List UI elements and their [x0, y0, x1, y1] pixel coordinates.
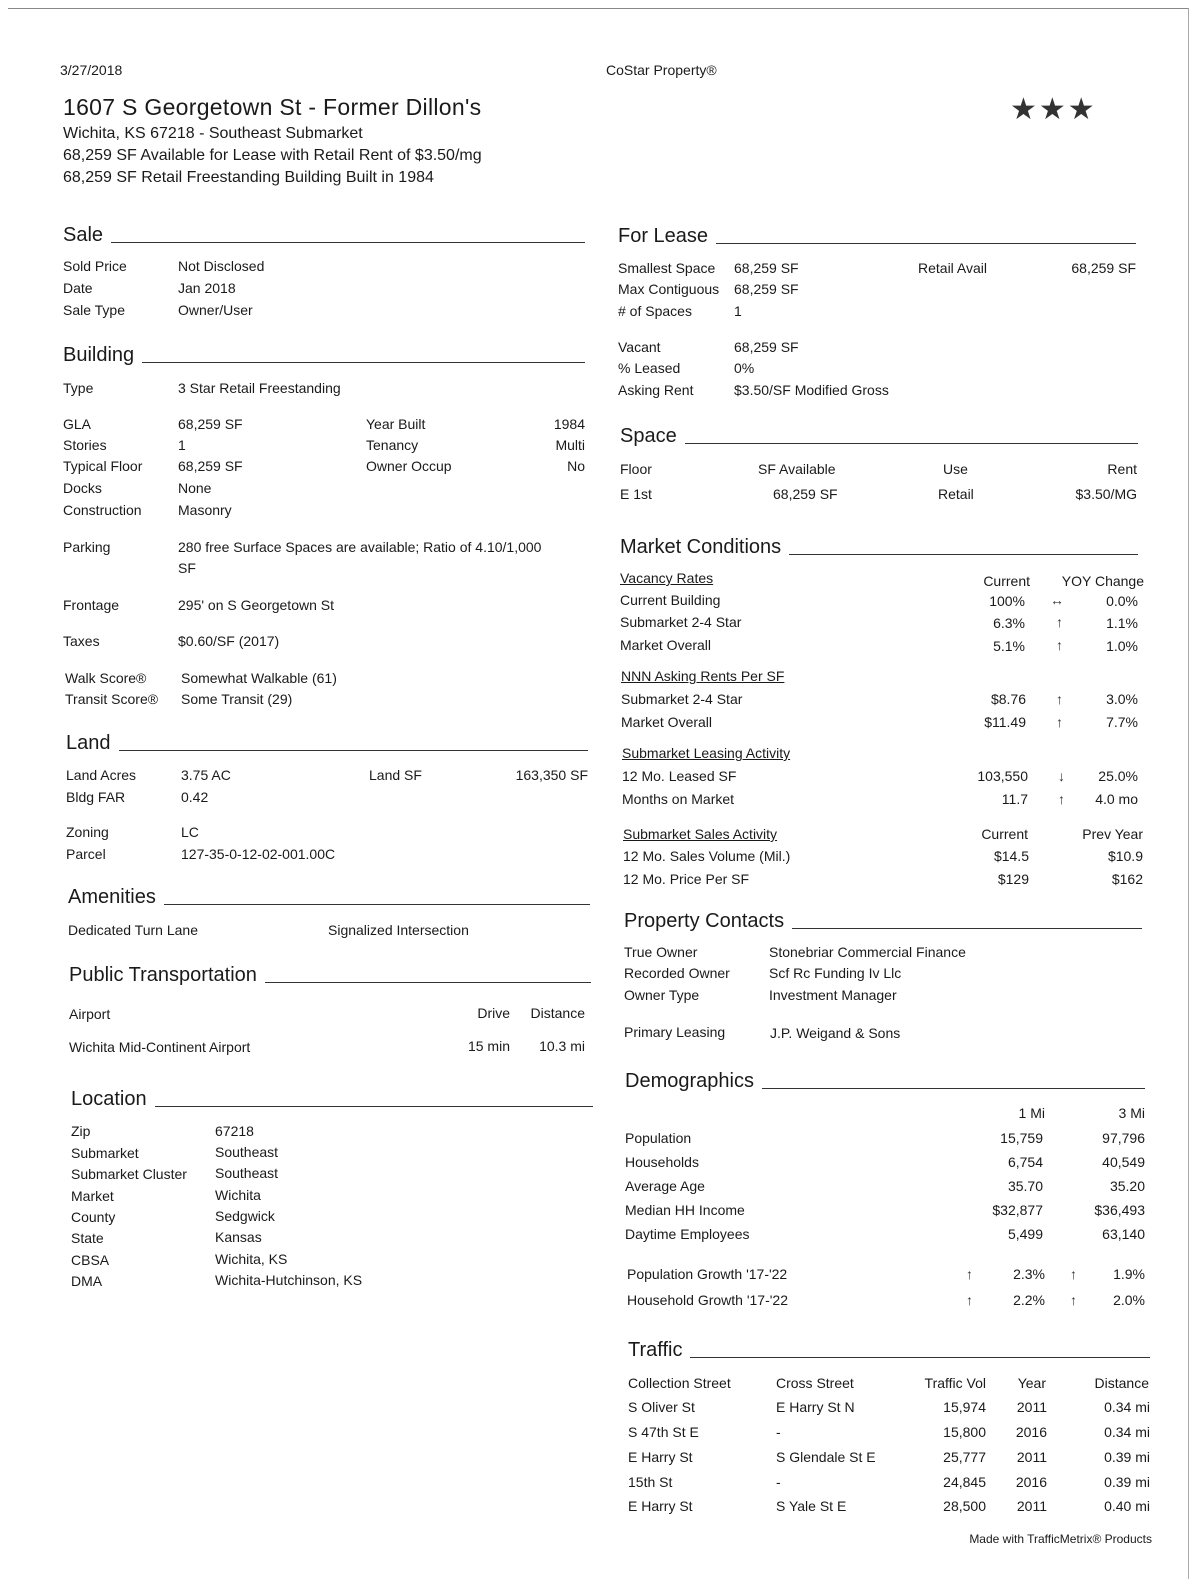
- vacancy-row-change: 1.1%: [1106, 615, 1138, 631]
- space-sf: 68,259 SF: [773, 486, 838, 502]
- land-sf-label: Land SF: [369, 767, 422, 783]
- app-name: CoStar Property®: [606, 62, 717, 78]
- traffic-row-vol: 15,800: [943, 1424, 986, 1440]
- traffic-row-cross: S Glendale St E: [776, 1449, 876, 1465]
- stories-label: Stories: [63, 437, 107, 453]
- traffic-row-distance: 0.34 mi: [1104, 1424, 1150, 1440]
- primary-leasing-value: J.P. Weigand & Sons: [770, 1025, 901, 1041]
- demo-row-1mi: $32,877: [992, 1202, 1043, 1218]
- location-label: Zip: [71, 1123, 91, 1139]
- traffic-footer: Made with TrafficMetrix® Products: [969, 1532, 1152, 1546]
- section-title: Land: [66, 732, 111, 754]
- demo-row-label: Daytime Employees: [625, 1226, 750, 1242]
- growth-row-3mi: 1.9%: [1113, 1266, 1145, 1282]
- building-type-label: Type: [63, 380, 94, 396]
- demo-row-label: Households: [625, 1154, 699, 1170]
- demo-row-label: Median HH Income: [625, 1202, 745, 1218]
- frontage-value: 295' on S Georgetown St: [178, 597, 334, 613]
- parcel-value: 127-35-0-12-02-001.00C: [181, 846, 336, 862]
- market-header-current: Current: [983, 573, 1030, 589]
- bldg-far-value: 0.42: [181, 789, 209, 805]
- section-title: Property Contacts: [624, 910, 785, 932]
- up-arrow-icon: ↑: [966, 1292, 973, 1308]
- section-title: Building: [63, 344, 135, 366]
- amenity-item: Signalized Intersection: [328, 922, 469, 938]
- section-title: Market Conditions: [620, 536, 782, 558]
- traffic-row-vol: 28,500: [943, 1498, 986, 1514]
- transport-header-drive: Drive: [477, 1005, 510, 1021]
- space-header-use: Use: [943, 461, 968, 477]
- parking-value: 280 free Surface Spaces are available; Ratio of 4.10/1,000: [178, 539, 542, 555]
- leasing-activity-title: Submarket Leasing Activity: [622, 745, 791, 761]
- traffic-row-year: 2011: [1016, 1498, 1047, 1514]
- traffic-row-vol: 15,974: [943, 1399, 986, 1415]
- land-acres-value: 3.75 AC: [181, 767, 231, 783]
- traffic-row-collection: E Harry St: [628, 1449, 693, 1465]
- vacancy-row-label: Market Overall: [620, 637, 712, 653]
- docks-value: None: [178, 480, 212, 496]
- down-arrow-icon: ↓: [1058, 768, 1065, 784]
- demo-header-1mi: 1 Mi: [1018, 1105, 1045, 1121]
- traffic-row-vol: 25,777: [943, 1449, 986, 1465]
- up-arrow-icon: ↑: [1056, 714, 1063, 730]
- traffic-row-distance: 0.39 mi: [1104, 1449, 1150, 1465]
- section-traffic: [628, 1339, 1150, 1362]
- location-label: DMA: [71, 1273, 103, 1289]
- vacancy-row-change: 0.0%: [1106, 593, 1138, 609]
- traffic-header-cross: Cross Street: [776, 1375, 854, 1391]
- section-space: [620, 425, 1138, 448]
- sales-activity-title: Submarket Sales Activity: [623, 826, 778, 842]
- asking-rent-label: Asking Rent: [618, 382, 694, 398]
- tenancy-label: Tenancy: [366, 437, 419, 453]
- transit-score-value: Some Transit (29): [181, 691, 293, 707]
- smallest-space-value: 68,259 SF: [734, 260, 799, 276]
- section-title: Location: [71, 1088, 147, 1110]
- construction-value: Masonry: [178, 502, 232, 518]
- leasing-row-label: Months on Market: [622, 791, 735, 807]
- space-floor: E 1st: [620, 486, 652, 502]
- sales-row-current: $14.5: [993, 848, 1029, 864]
- section-amenities: [68, 886, 590, 909]
- vacant-value: 68,259 SF: [734, 339, 799, 355]
- airport-drive: 15 min: [467, 1038, 510, 1054]
- growth-row-3mi: 2.0%: [1113, 1292, 1145, 1308]
- land-sf-value: 163,350 SF: [515, 767, 588, 783]
- leasing-row-current: 103,550: [977, 768, 1028, 784]
- location-label: Submarket: [71, 1145, 139, 1161]
- airport-name: Wichita Mid-Continent Airport: [69, 1039, 251, 1055]
- vacancy-row-label: Current Building: [620, 592, 721, 608]
- bldg-far-label: Bldg FAR: [66, 789, 126, 805]
- traffic-row-cross: -: [776, 1474, 781, 1490]
- demo-row-1mi: 15,759: [1000, 1130, 1043, 1146]
- frontage-label: Frontage: [63, 597, 120, 613]
- section-market-conditions: [620, 536, 1138, 559]
- section-property-contacts: [624, 910, 1142, 933]
- section-public-transportation: [69, 964, 591, 987]
- sales-row-prev: $162: [1111, 871, 1143, 887]
- walk-score-label: Walk Score®: [65, 670, 147, 686]
- section-sale: [63, 224, 585, 247]
- gla-label: GLA: [63, 416, 92, 432]
- taxes-value: $0.60/SF (2017): [178, 633, 280, 649]
- section-land: [66, 732, 588, 755]
- location-label: County: [71, 1209, 116, 1225]
- year-built-value: 1984: [553, 416, 585, 432]
- land-acres-label: Land Acres: [66, 767, 137, 783]
- demo-header-3mi: 3 Mi: [1118, 1105, 1145, 1121]
- demo-row-1mi: 6,754: [1007, 1154, 1043, 1170]
- sale-value-0: Not Disclosed: [178, 258, 265, 274]
- nnn-row-change: 3.0%: [1106, 691, 1138, 707]
- demo-row-3mi: 97,796: [1102, 1130, 1145, 1146]
- contact-label: Owner Type: [624, 987, 700, 1003]
- section-title: For Lease: [618, 225, 709, 247]
- construction-label: Construction: [63, 502, 142, 518]
- pct-leased-value: 0%: [734, 360, 755, 376]
- num-spaces-value: 1: [734, 303, 742, 319]
- contact-label: Recorded Owner: [624, 965, 730, 981]
- location-value: Southeast: [215, 1165, 279, 1181]
- stories-value: 1: [178, 437, 186, 453]
- demo-row-1mi: 5,499: [1007, 1226, 1043, 1242]
- vacancy-row-current: 5.1%: [993, 638, 1025, 654]
- leasing-row-label: 12 Mo. Leased SF: [622, 768, 737, 784]
- parking-value-cont: SF: [178, 560, 196, 576]
- parking-label: Parking: [63, 539, 111, 555]
- location-value: 67218: [215, 1123, 254, 1139]
- vacancy-row-change: 1.0%: [1106, 638, 1138, 654]
- section-title: Public Transportation: [69, 964, 257, 986]
- space-rent: $3.50/MG: [1075, 486, 1137, 502]
- growth-row-label: Population Growth '17-'22: [627, 1266, 788, 1282]
- location-value: Wichita, KS: [215, 1251, 288, 1267]
- nnn-row-label: Submarket 2-4 Star: [621, 691, 743, 707]
- traffic-row-year: 2011: [1016, 1399, 1047, 1415]
- transit-score-label: Transit Score®: [65, 691, 159, 707]
- no-change-arrow-icon: ↔: [1050, 592, 1064, 608]
- demo-row-3mi: 35.20: [1109, 1178, 1145, 1194]
- market-header-yoy: YOY Change: [1061, 573, 1144, 589]
- traffic-header-distance: Distance: [1094, 1375, 1149, 1391]
- primary-leasing-label: Primary Leasing: [624, 1024, 726, 1040]
- section-title: Traffic: [628, 1339, 683, 1361]
- max-contiguous-label: Max Contiguous: [618, 281, 720, 297]
- growth-row-1mi: 2.3%: [1013, 1266, 1045, 1282]
- up-arrow-icon: ↑: [966, 1266, 973, 1282]
- location-label: Submarket Cluster: [71, 1166, 187, 1182]
- traffic-row-collection: 15th St: [628, 1474, 673, 1490]
- section-title: Sale: [63, 224, 104, 246]
- traffic-header-year: Year: [1017, 1375, 1046, 1391]
- typical-floor-label: Typical Floor: [63, 458, 143, 474]
- sales-row-current: $129: [997, 871, 1029, 887]
- leasing-row-change: 25.0%: [1098, 768, 1138, 784]
- owner-occup-value: No: [567, 458, 585, 474]
- sale-label-1: Date: [63, 280, 93, 296]
- max-contiguous-value: 68,259 SF: [734, 281, 799, 297]
- demo-row-1mi: 35.70: [1007, 1178, 1043, 1194]
- demo-row-label: Population: [625, 1130, 692, 1146]
- property-availability: 68,259 SF Available for Lease with Retail Rent of $3.50/mg: [63, 147, 482, 164]
- property-building-summary: 68,259 SF Retail Freestanding Building Built in 1984: [63, 169, 434, 186]
- sales-row-label: 12 Mo. Price Per SF: [623, 871, 750, 887]
- demo-row-3mi: 40,549: [1102, 1154, 1145, 1170]
- location-value: Wichita-Hutchinson, KS: [215, 1272, 363, 1288]
- asking-rent-value: $3.50/SF Modified Gross: [734, 382, 889, 398]
- typical-floor-value: 68,259 SF: [178, 458, 243, 474]
- growth-row-1mi: 2.2%: [1013, 1292, 1045, 1308]
- building-type-value: 3 Star Retail Freestanding: [178, 380, 341, 396]
- sale-value-2: Owner/User: [178, 302, 253, 318]
- traffic-row-vol: 24,845: [943, 1474, 986, 1490]
- traffic-row-collection: S 47th St E: [628, 1424, 699, 1440]
- traffic-row-collection: S Oliver St: [628, 1399, 695, 1415]
- location-label: State: [71, 1230, 104, 1246]
- nnn-row-change: 7.7%: [1106, 714, 1138, 730]
- space-header-sf: SF Available: [758, 461, 836, 477]
- num-spaces-label: # of Spaces: [618, 303, 692, 319]
- tenancy-value: Multi: [555, 437, 585, 453]
- retail-avail-value: 68,259 SF: [1071, 260, 1136, 276]
- sale-value-1: Jan 2018: [178, 280, 236, 296]
- nnn-row-label: Market Overall: [621, 714, 713, 730]
- pct-leased-label: % Leased: [618, 360, 681, 376]
- space-header-floor: Floor: [620, 461, 652, 477]
- sales-header-prev: Prev Year: [1082, 826, 1143, 842]
- vacancy-row-label: Submarket 2-4 Star: [620, 614, 742, 630]
- section-location: [71, 1088, 593, 1111]
- taxes-label: Taxes: [63, 633, 100, 649]
- amenity-item: Dedicated Turn Lane: [68, 922, 198, 938]
- transport-header-airport: Airport: [69, 1006, 111, 1022]
- demo-row-3mi: $36,493: [1094, 1202, 1145, 1218]
- smallest-space-label: Smallest Space: [618, 260, 716, 276]
- traffic-row-year: 2016: [1015, 1474, 1047, 1490]
- location-value: Wichita: [215, 1187, 261, 1203]
- nnn-row-current: $11.49: [984, 714, 1026, 730]
- leasing-row-current: 11.7: [1001, 791, 1028, 807]
- up-arrow-icon: ↑: [1056, 637, 1063, 653]
- property-title: 1607 S Georgetown St - Former Dillon's: [63, 94, 482, 120]
- property-location: Wichita, KS 67218 - Southeast Submarket: [63, 125, 363, 142]
- sales-row-label: 12 Mo. Sales Volume (Mil.): [623, 848, 791, 864]
- up-arrow-icon: ↑: [1070, 1292, 1077, 1308]
- location-value: Kansas: [215, 1229, 262, 1245]
- location-label: CBSA: [71, 1252, 110, 1268]
- star-rating-icon: ★★★: [1010, 93, 1097, 126]
- traffic-row-cross: -: [776, 1424, 781, 1440]
- vacancy-row-current: 100%: [989, 593, 1025, 609]
- traffic-row-cross: S Yale St E: [776, 1498, 847, 1514]
- nnn-rents-title: NNN Asking Rents Per SF: [621, 668, 785, 684]
- up-arrow-icon: ↑: [1056, 691, 1063, 707]
- section-title: Amenities: [68, 886, 156, 908]
- traffic-row-year: 2011: [1016, 1449, 1047, 1465]
- vacancy-row-current: 6.3%: [993, 615, 1025, 631]
- traffic-header-collection: Collection Street: [628, 1375, 731, 1391]
- traffic-header-vol: Traffic Vol: [924, 1375, 986, 1391]
- traffic-row-collection: E Harry St: [628, 1498, 693, 1514]
- space-use: Retail: [938, 486, 974, 502]
- report-date: 3/27/2018: [60, 62, 123, 78]
- zoning-label: Zoning: [66, 824, 109, 840]
- retail-avail-label: Retail Avail: [918, 260, 988, 276]
- airport-distance: 10.3 mi: [539, 1038, 585, 1054]
- parcel-label: Parcel: [66, 846, 106, 862]
- traffic-row-distance: 0.40 mi: [1104, 1498, 1150, 1514]
- sales-row-prev: $10.9: [1107, 848, 1143, 864]
- zoning-value: LC: [181, 824, 199, 840]
- year-built-label: Year Built: [366, 416, 426, 432]
- section-title: Space: [620, 425, 677, 447]
- docks-label: Docks: [63, 480, 102, 496]
- section-title: Demographics: [625, 1070, 754, 1092]
- location-value: Sedgwick: [215, 1208, 275, 1224]
- growth-row-label: Household Growth '17-'22: [627, 1292, 788, 1308]
- section-building: [63, 344, 585, 367]
- nnn-row-current: $8.76: [990, 691, 1026, 707]
- vacancy-rates-title: Vacancy Rates: [620, 570, 714, 586]
- owner-occup-label: Owner Occup: [366, 458, 452, 474]
- demo-row-3mi: 63,140: [1102, 1226, 1145, 1242]
- traffic-row-cross: E Harry St N: [776, 1399, 855, 1415]
- up-arrow-icon: ↑: [1056, 614, 1063, 630]
- sale-label-2: Sale Type: [63, 302, 126, 318]
- up-arrow-icon: ↑: [1070, 1266, 1077, 1282]
- walk-score-value: Somewhat Walkable (61): [181, 670, 337, 686]
- up-arrow-icon: ↑: [1058, 791, 1065, 807]
- location-value: Southeast: [215, 1144, 279, 1160]
- traffic-row-distance: 0.34 mi: [1104, 1399, 1150, 1415]
- gla-value: 68,259 SF: [178, 416, 243, 432]
- section-demographics: [625, 1070, 1145, 1093]
- contact-label: True Owner: [624, 944, 698, 960]
- traffic-row-distance: 0.39 mi: [1104, 1474, 1150, 1490]
- sales-header-current: Current: [981, 826, 1028, 842]
- leasing-row-change: 4.0 mo: [1095, 791, 1138, 807]
- demo-row-label: Average Age: [625, 1178, 705, 1194]
- location-label: Market: [71, 1188, 114, 1204]
- traffic-row-year: 2016: [1015, 1424, 1047, 1440]
- section-for-lease: [618, 225, 1136, 248]
- transport-header-distance: Distance: [530, 1005, 585, 1021]
- space-header-rent: Rent: [1107, 461, 1137, 477]
- sale-label-0: Sold Price: [63, 258, 127, 274]
- vacant-label: Vacant: [618, 339, 661, 355]
- contact-value: Stonebriar Commercial Finance: [769, 944, 966, 960]
- contact-value: Scf Rc Funding Iv Llc: [769, 965, 902, 981]
- contact-value: Investment Manager: [769, 987, 897, 1003]
